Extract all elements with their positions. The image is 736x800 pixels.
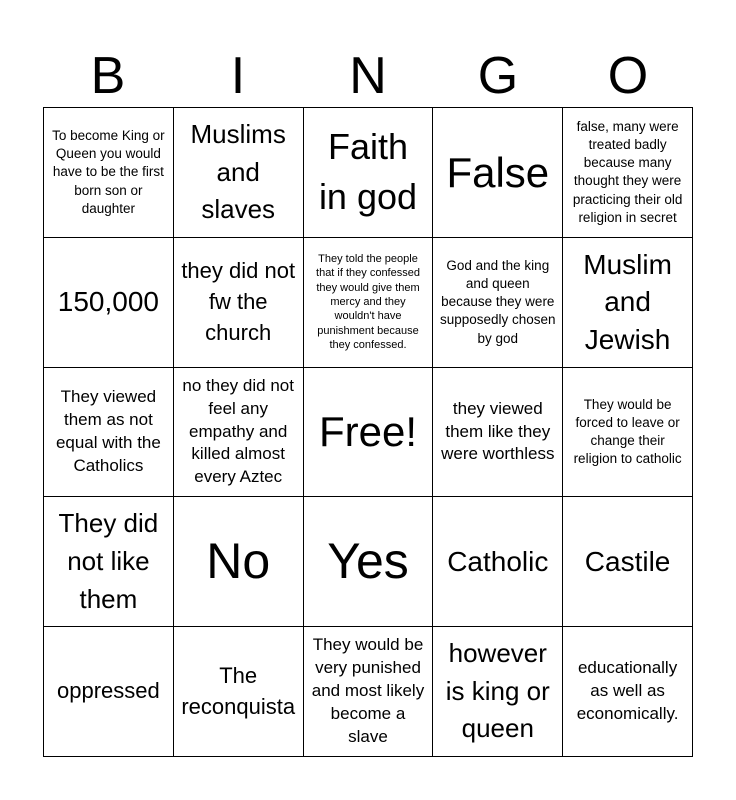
bingo-cell: however is king or queen xyxy=(433,627,563,757)
bingo-cell: God and the king and queen because they were supposedly chosen by god xyxy=(433,238,563,368)
bingo-cell: they did not fw the church xyxy=(174,238,304,368)
bingo-cell: Faith in god xyxy=(304,108,434,238)
bingo-cell: They would be very punished and most likely become a slave xyxy=(304,627,434,757)
bingo-cell: oppressed xyxy=(44,627,174,757)
bingo-cell: Muslims and slaves xyxy=(174,108,304,238)
header-letter-o: O xyxy=(607,47,649,105)
bingo-cell: To become King or Queen you would have to be the first born son or daughter xyxy=(44,108,174,238)
bingo-cell: false, many were treated badly because many thought they were practicing their old religion in secret xyxy=(563,108,693,238)
bingo-cell: No xyxy=(174,497,304,627)
header-letter-i: I xyxy=(230,47,246,105)
bingo-cell: 150,000 xyxy=(44,238,174,368)
bingo-cell: They did not like them xyxy=(44,497,174,627)
bingo-cell: False xyxy=(433,108,563,238)
header-letter-n: N xyxy=(349,47,387,105)
header-letter-g: G xyxy=(477,47,519,105)
bingo-cell: Catholic xyxy=(433,497,563,627)
bingo-header xyxy=(43,44,693,108)
bingo-cell: They viewed them as not equal with the Catholics xyxy=(44,368,174,498)
free-space: Free! xyxy=(304,368,434,498)
bingo-card-grid xyxy=(43,107,693,757)
header-letter-b: B xyxy=(90,47,126,105)
bingo-cell: They told the people that if they confessed they would give them mercy and they wouldn't have punishment because they confessed. xyxy=(304,238,434,368)
bingo-cell: The reconquista xyxy=(174,627,304,757)
bingo-cell: Muslim and Jewish xyxy=(563,238,693,368)
bingo-cell: Yes xyxy=(304,497,434,627)
bingo-cell: no they did not feel any empathy and killed almost every Aztec xyxy=(174,368,304,498)
bingo-cell: Castile xyxy=(563,497,693,627)
bingo-cell: they viewed them like they were worthless xyxy=(433,368,563,498)
bingo-cell: educationally as well as economically. xyxy=(563,627,693,757)
bingo-cell: They would be forced to leave or change their religion to catholic xyxy=(563,368,693,498)
